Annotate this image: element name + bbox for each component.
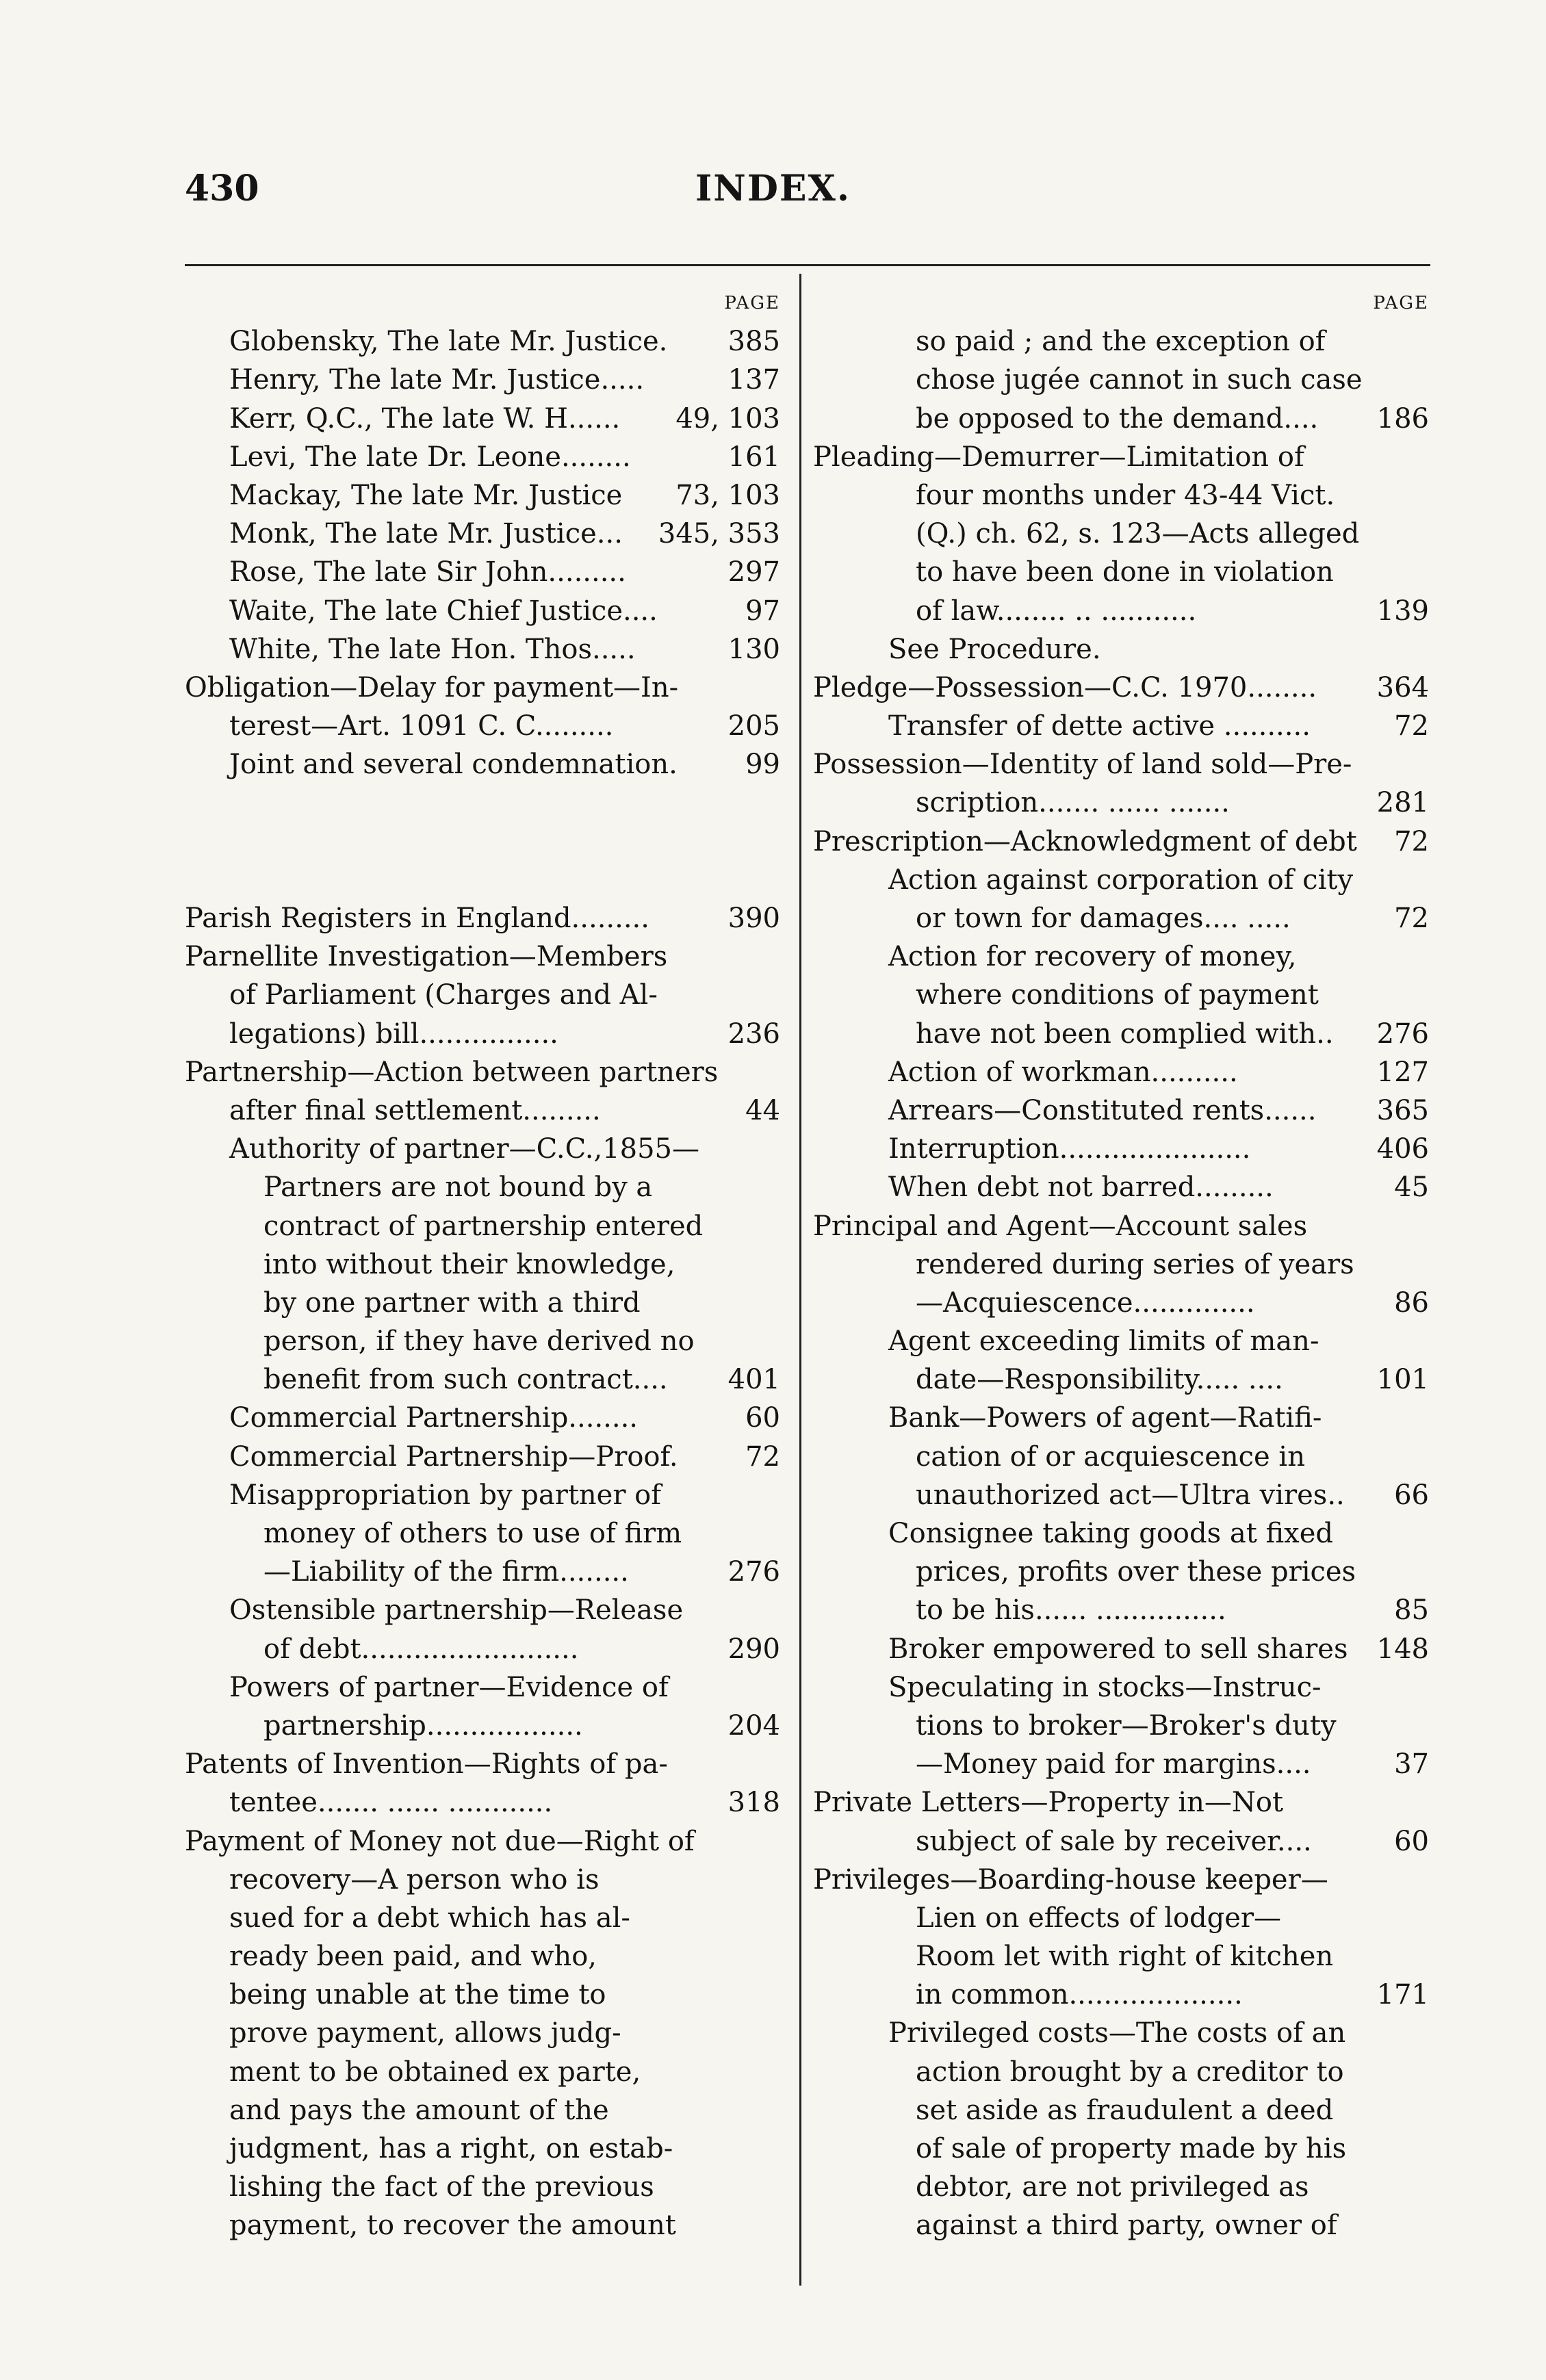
index-line — [185, 553, 780, 591]
index-page-ref: 281 — [1376, 787, 1429, 819]
index-entry-text: Patents of Invention—Rights of pa- — [185, 1748, 668, 1781]
index-page-ref: 130 — [727, 633, 780, 665]
index-entry-text: prices, profits over these prices — [916, 1556, 1356, 1588]
index-entry-text: tentee....... ...... ............ — [229, 1787, 553, 1819]
index-page-ref: 66 — [1394, 1479, 1429, 1511]
index-entry-text: sued for a debt which has al- — [229, 1902, 630, 1934]
index-entry-text: Pleading—Demurrer—Limitation of — [813, 441, 1304, 473]
index-page-ref: 72 — [1394, 825, 1429, 857]
index-entry-text: have not been complied with.. — [916, 1018, 1334, 1050]
index-page-ref: 85 — [1394, 1594, 1429, 1627]
index-line — [185, 1745, 780, 1783]
index-entry-text: Powers of partner—Evidence of — [229, 1671, 669, 1703]
index-line — [813, 1322, 1429, 1360]
header-rule — [185, 264, 1430, 266]
index-entry-text: Lien on effects of lodger— — [916, 1902, 1282, 1934]
index-entry-text: recovery—A person who is — [229, 1863, 600, 1896]
right-column — [813, 284, 1429, 2245]
index-entry-text: —Acquiescence.............. — [916, 1286, 1255, 1319]
index-entry-text: of law........ .. ........... — [916, 595, 1197, 627]
index-entry-text: Action against corporation of city — [888, 864, 1354, 896]
index-line — [185, 1322, 780, 1360]
index-line — [185, 400, 780, 438]
index-line — [185, 1707, 780, 1745]
index-line — [813, 1360, 1429, 1399]
index-entry-text: debtor, are not privileged as — [916, 2171, 1309, 2203]
index-entry-text: contract of partnership entered — [263, 1210, 704, 1242]
index-line — [185, 476, 780, 515]
index-entry-text: judgment, has a right, on estab- — [229, 2133, 673, 2164]
index-entry-text: money of others to use of firm — [263, 1518, 682, 1549]
index-page-ref: 127 — [1376, 1056, 1429, 1088]
index-line — [813, 1284, 1429, 1322]
index-page-ref: 49, 103 — [675, 402, 780, 435]
index-entry-text: Commercial Partnership........ — [229, 1402, 639, 1434]
index-entry-text: action brought by a creditor to — [916, 2056, 1344, 2088]
index-line — [185, 707, 780, 745]
index-page-ref: 73, 103 — [675, 479, 780, 511]
index-entry-text: (Q.) ch. 62, s. 123—Acts alleged — [916, 518, 1360, 550]
index-entry-text: Waite, The late Chief Justice.... — [229, 595, 658, 627]
index-line — [185, 1091, 780, 1130]
index-entry-text: Payment of Money not due—Right of — [185, 1825, 695, 1857]
index-page-ref: 97 — [745, 595, 780, 627]
index-line — [813, 899, 1429, 937]
index-line — [813, 515, 1429, 553]
index-page-ref: 236 — [727, 1018, 780, 1050]
index-page-ref: 37 — [1394, 1748, 1429, 1781]
index-entry-text: or town for damages.... ..... — [916, 903, 1291, 934]
index-entry-text: Principal and Agent—Account sales — [813, 1210, 1308, 1242]
index-line — [813, 438, 1429, 476]
index-line — [813, 784, 1429, 822]
index-line — [813, 553, 1429, 591]
index-line — [185, 1514, 780, 1553]
index-line — [813, 322, 1429, 361]
index-entry-text: Levi, The late Dr. Leone........ — [229, 441, 631, 473]
index-entry-text: and pays the amount of the — [229, 2094, 609, 2126]
index-line — [813, 1207, 1429, 1245]
index-line — [185, 438, 780, 476]
index-entry-text: Agent exceeding limits of man- — [888, 1325, 1319, 1358]
index-entry-text: being unable at the time to — [229, 1979, 606, 2011]
index-line — [813, 669, 1429, 707]
index-line — [813, 1168, 1429, 1206]
index-line — [185, 976, 780, 1014]
index-entry-text: Privileged costs—The costs of an — [888, 2017, 1346, 2049]
index-page-ref: 364 — [1376, 671, 1429, 703]
index-entry-text: Room let with right of kitchen — [916, 1941, 1334, 1973]
index-entry-text: Henry, The late Mr. Justice..... — [229, 364, 645, 396]
index-page-ref: 401 — [727, 1364, 780, 1396]
index-line — [185, 1861, 780, 1899]
index-entry-text: Monk, The late Mr. Justice... — [229, 518, 623, 550]
column-divider — [799, 274, 801, 2286]
index-line — [813, 1707, 1429, 1745]
index-line — [813, 400, 1429, 438]
index-entry-text: Pledge—Possession—C.C. 1970........ — [813, 671, 1317, 703]
index-entry-text: Mackay, The late Mr. Justice — [229, 479, 623, 511]
index-entry-text: payment, to recover the amount — [229, 2210, 676, 2242]
index-page-ref: 205 — [727, 710, 780, 742]
index-line — [185, 2014, 780, 2052]
index-entry-text: person, if they have derived no — [263, 1325, 695, 1358]
index-entry-text: Parish Registers in England......... — [185, 903, 649, 934]
index-entry-text: Authority of partner—C.C.,1855— — [229, 1133, 699, 1165]
index-entry-text: prove payment, allows judg- — [229, 2017, 621, 2049]
index-entry-text: White, The late Hon. Thos..... — [229, 633, 636, 665]
index-line — [813, 1015, 1429, 1053]
index-entry-text: chose jugée cannot in such case — [916, 364, 1363, 396]
index-line — [813, 2168, 1429, 2206]
index-line — [185, 1630, 780, 1668]
index-page-ref: 137 — [727, 364, 780, 396]
index-entry-text: ment to be obtained ex parte, — [229, 2056, 641, 2088]
index-line — [813, 1976, 1429, 2014]
index-line — [185, 784, 780, 822]
index-line — [813, 1091, 1429, 1130]
index-page-ref: 186 — [1376, 402, 1429, 435]
index-line — [185, 2053, 780, 2091]
index-entry-text: Private Letters—Property in—Not — [813, 1787, 1284, 1819]
index-page-ref: 72 — [1394, 710, 1429, 742]
index-line — [813, 2014, 1429, 2052]
index-entry-text: four months under 43-44 Vict. — [916, 479, 1335, 511]
index-entry-text: in common.................... — [916, 1979, 1243, 2011]
index-line — [813, 1438, 1429, 1476]
index-line — [185, 745, 780, 784]
index-page-ref: 385 — [727, 326, 780, 358]
index-line — [185, 937, 780, 976]
index-entry-text: Rose, The late Sir John......... — [229, 556, 626, 588]
index-line — [185, 1399, 780, 1437]
index-entry-text: date—Responsibility..... .... — [916, 1364, 1283, 1396]
index-entry-text: Partners are not bound by a — [263, 1172, 653, 1204]
index-line — [185, 1015, 780, 1053]
index-entry-text: Broker empowered to sell shares — [888, 1633, 1348, 1665]
index-entry-text: subject of sale by receiver.... — [916, 1825, 1312, 1857]
index-entry-text: benefit from such contract.... — [263, 1364, 668, 1396]
index-entry-text: to be his...... ............... — [916, 1594, 1226, 1627]
index-entry-text: Misappropriation by partner of — [229, 1479, 662, 1511]
index-entry-text: so paid ; and the exception of — [916, 326, 1326, 358]
index-page-ref: 148 — [1376, 1633, 1429, 1665]
index-entry-text: Ostensible partnership—Release — [229, 1594, 684, 1627]
index-entry-text: Joint and several condemnation. — [229, 749, 678, 781]
index-entry-text: into without their knowledge, — [263, 1248, 675, 1280]
index-entry-text: Bank—Powers of agent—Ratifi- — [888, 1402, 1322, 1434]
index-line — [185, 322, 780, 361]
index-line — [813, 1591, 1429, 1629]
index-line — [813, 1553, 1429, 1591]
index-line — [185, 361, 780, 399]
index-line — [813, 361, 1429, 399]
index-entry-text: scription....... ...... ....... — [916, 787, 1230, 819]
index-entry-text: Prescription—Acknowledgment of debt — [813, 825, 1357, 857]
index-page-ref: 365 — [1376, 1094, 1429, 1126]
index-entry-text: Arrears—Constituted rents...... — [888, 1094, 1317, 1126]
index-page-ref: 290 — [727, 1633, 780, 1665]
index-line — [813, 1399, 1429, 1437]
index-page-ref: 406 — [1376, 1133, 1429, 1165]
index-line — [185, 823, 780, 861]
index-entry-text: where conditions of payment — [916, 979, 1319, 1011]
index-line — [185, 1976, 780, 2014]
index-entry-text: rendered during series of years — [916, 1248, 1354, 1280]
index-line — [813, 1899, 1429, 1937]
index-page-ref: 390 — [727, 903, 780, 934]
index-line — [813, 1822, 1429, 1861]
index-entry-text: See Procedure. — [888, 633, 1101, 665]
index-entry-text: Transfer of dette active .......... — [888, 710, 1311, 742]
index-line — [813, 1861, 1429, 1899]
index-entry-text: unauthorized act—Ultra vires.. — [916, 1479, 1345, 1511]
index-page-ref: 72 — [745, 1440, 780, 1473]
index-entry-text: ready been paid, and who, — [229, 1941, 597, 1973]
index-line — [185, 1360, 780, 1399]
index-line — [813, 861, 1429, 899]
index-line — [813, 2130, 1429, 2168]
index-line — [813, 592, 1429, 630]
index-line — [185, 1553, 780, 1591]
index-entry-text: Speculating in stocks—Instruc- — [888, 1671, 1322, 1703]
page-label: PAGE — [724, 293, 780, 313]
index-entry-text: Possession—Identity of land sold—Pre- — [813, 749, 1352, 781]
index-line — [813, 1937, 1429, 1976]
index-page-ref: 101 — [1376, 1364, 1429, 1396]
index-entry-text: Kerr, Q.C., The late W. H...... — [229, 402, 621, 435]
index-entry-text: Partnership—Action between partners — [185, 1056, 719, 1088]
index-line — [185, 1284, 780, 1322]
index-page-ref: 171 — [1376, 1979, 1429, 2011]
index-line — [813, 1630, 1429, 1668]
index-line — [813, 1053, 1429, 1091]
index-entry-text: be opposed to the demand.... — [916, 402, 1319, 435]
index-entry-text: legations) bill................ — [229, 1018, 558, 1050]
index-entry-text: of debt......................... — [263, 1633, 579, 1665]
index-entry-text: of sale of property made by his — [916, 2133, 1347, 2164]
left-entries — [185, 322, 780, 2245]
index-line — [185, 1822, 780, 1861]
index-line — [813, 937, 1429, 976]
index-entry-text: lishing the fact of the previous — [229, 2171, 654, 2203]
left-column — [185, 284, 780, 2245]
right-entries — [813, 322, 1429, 2245]
index-line — [185, 1937, 780, 1976]
index-line — [185, 2206, 780, 2245]
index-line — [813, 476, 1429, 515]
index-page-ref: 99 — [745, 749, 780, 781]
index-entry-text: Action of workman.......... — [888, 1056, 1238, 1088]
index-entry-text: When debt not barred......... — [888, 1172, 1274, 1204]
index-line — [185, 2091, 780, 2130]
index-entry-text: partnership.................. — [263, 1709, 583, 1742]
index-page-ref: 60 — [1394, 1825, 1429, 1857]
index-page-ref: 276 — [1376, 1018, 1429, 1050]
index-page-ref: 60 — [745, 1402, 780, 1434]
index-line — [813, 745, 1429, 784]
index-entry-text: Interruption...................... — [888, 1133, 1251, 1165]
index-page-ref: 276 — [727, 1556, 780, 1588]
index-page-ref: 45 — [1394, 1172, 1429, 1204]
index-line — [813, 976, 1429, 1014]
index-line — [185, 1476, 780, 1514]
running-head-title: INDEX. — [695, 168, 851, 209]
index-entry-text: set aside as fraudulent a deed — [916, 2094, 1334, 2126]
index-line — [813, 2053, 1429, 2091]
index-line — [813, 1745, 1429, 1783]
index-entry-text: Commercial Partnership—Proof. — [229, 1440, 678, 1473]
index-line — [185, 861, 780, 899]
index-line — [813, 707, 1429, 745]
index-line — [813, 1476, 1429, 1514]
index-line — [185, 1053, 780, 1091]
index-entry-text: —Liability of the firm........ — [263, 1556, 629, 1588]
index-line — [185, 1168, 780, 1206]
index-line — [813, 1245, 1429, 1284]
index-line — [185, 630, 780, 669]
index-line — [813, 2206, 1429, 2245]
index-entry-text: Parnellite Investigation—Members — [185, 941, 668, 973]
index-entry-text: cation of or acquiescence in — [916, 1440, 1305, 1473]
index-page-ref: 161 — [727, 441, 780, 473]
index-entry-text: Privileges—Boarding-house keeper— — [813, 1863, 1328, 1896]
index-entry-text: by one partner with a third — [263, 1286, 641, 1319]
index-page-ref: 139 — [1376, 595, 1429, 627]
index-line — [185, 1207, 780, 1245]
index-page-ref: 345, 353 — [658, 518, 780, 550]
index-page-ref: 72 — [1394, 903, 1429, 934]
index-page-ref: 44 — [745, 1094, 780, 1126]
index-page-ref: 204 — [727, 1709, 780, 1742]
index-entry-text: Consignee taking goods at fixed — [888, 1518, 1333, 1549]
index-entry-text: —Money paid for margins.... — [916, 1748, 1311, 1781]
index-line — [185, 2130, 780, 2168]
index-line — [185, 1668, 780, 1707]
index-entry-text: against a third party, owner of — [916, 2210, 1337, 2242]
index-line — [185, 1245, 780, 1284]
index-line — [813, 1668, 1429, 1707]
index-entry-text: to have been done in violation — [916, 556, 1334, 588]
index-line — [185, 1438, 780, 1476]
index-line — [185, 515, 780, 553]
index-entry-text: terest—Art. 1091 C. C......... — [229, 710, 614, 742]
index-entry-text: Globensky, The late Mr. Justice. — [229, 326, 668, 358]
index-entry-text: Action for recovery of money, — [888, 941, 1297, 973]
index-line — [185, 2168, 780, 2206]
index-page-ref: 297 — [727, 556, 780, 588]
index-line — [813, 1514, 1429, 1553]
index-line — [185, 899, 780, 937]
index-line — [185, 1783, 780, 1822]
index-entry-text: Obligation—Delay for payment—In- — [185, 671, 679, 703]
index-line — [813, 1130, 1429, 1168]
index-line — [185, 1591, 780, 1629]
index-entry-text: tions to broker—Broker's duty — [916, 1709, 1337, 1742]
index-line — [185, 1899, 780, 1937]
index-line — [813, 1783, 1429, 1822]
index-line — [813, 630, 1429, 669]
page-number: 430 — [185, 168, 259, 209]
index-entry-text: after final settlement......... — [229, 1094, 601, 1126]
index-line — [185, 1130, 780, 1168]
index-line — [813, 2091, 1429, 2130]
index-page-ref: 86 — [1394, 1286, 1429, 1319]
index-line — [185, 592, 780, 630]
index-line — [185, 669, 780, 707]
index-line — [813, 823, 1429, 861]
index-page-ref: 318 — [727, 1787, 780, 1819]
page-label: PAGE — [1373, 293, 1429, 313]
index-entry-text: of Parliament (Charges and Al- — [229, 979, 658, 1011]
